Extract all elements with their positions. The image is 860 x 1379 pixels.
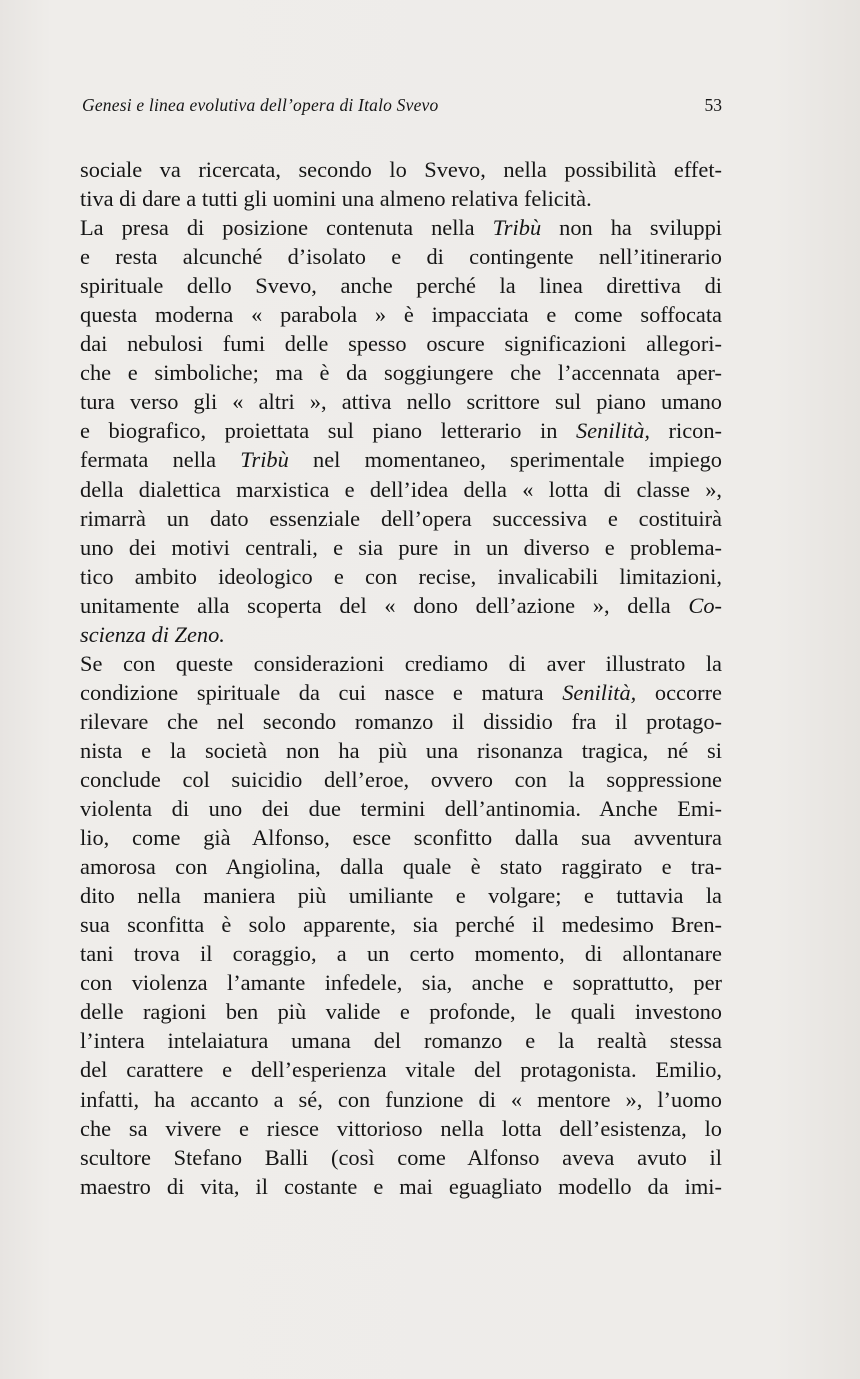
text-line: tiva di dare a tutti gli uomini una almeno relativa felicità. — [80, 186, 592, 212]
text-line: sociale va ricercata, secondo lo Svevo, nella possibilità effet- — [80, 157, 722, 182]
text-line: con violenza l’amante infedele, sia, anche e soprattutto, per — [80, 970, 722, 996]
text-line: e resta alcunché d’isolato e di contingente nell’itinerario — [80, 244, 722, 270]
italic-title: Tribù — [240, 447, 289, 473]
text-line: nista e la società non ha più una risonanza tragica, né si — [80, 737, 722, 763]
text-line: tura verso gli « altri », attiva nello scrittore sul piano umano — [80, 389, 722, 415]
text-line: tico ambito ideologico e con recise, invalicabili limitazioni, — [80, 563, 722, 589]
text-line: rimarrà un dato essenziale dell’opera successiva e costituirà — [80, 505, 722, 531]
text-line: violenta di uno dei due termini dell’antinomia. Anche Emi- — [80, 796, 722, 822]
text-line: La presa di posizione contenuta nella Tribù non ha sviluppi — [80, 215, 722, 241]
text-line: unitamente alla scoperta del « dono dell’azione », della Co- — [80, 592, 722, 618]
text-line: Se con queste considerazioni crediamo di aver illustrato la — [80, 650, 722, 676]
page-number: 53 — [704, 95, 722, 115]
italic-title: scienza di Zeno. — [80, 621, 225, 647]
text-line: che e simboliche; ma è da soggiungere che l’accennata aper- — [80, 360, 722, 386]
text-line: scultore Stefano Balli (così come Alfonso aveva avuto il — [80, 1144, 722, 1170]
text-line: della dialettica marxistica e dell’idea della « lotta di classe », — [80, 476, 722, 502]
text-line: questa moderna « parabola » è impacciata e come soffocata — [80, 302, 722, 328]
running-title: Genesi e linea evolutiva dell’opera di Italo Svevo — [82, 95, 439, 115]
text-line: dai nebulosi fumi delle spesso oscure significazioni allegori- — [80, 331, 722, 357]
running-head — [82, 95, 722, 123]
italic-title: Senilità, — [575, 418, 650, 444]
text-line: fermata nella Tribù nel momentaneo, sperimentale impiego — [80, 447, 722, 473]
text-line: e biografico, proiettata sul piano letterario in Senilità, ricon- — [80, 418, 722, 444]
text-line: infatti, ha accanto a sé, con funzione di « mentore », l’uomo — [80, 1086, 722, 1112]
text-line: sua sconfitta è solo apparente, sia perché il medesimo Bren- — [80, 912, 722, 938]
text-line: conclude col suicidio dell’eroe, ovvero con la soppressione — [80, 766, 722, 792]
text-line: condizione spirituale da cui nasce e matura Senilità, occorre — [80, 679, 722, 705]
text-line: che sa vivere e riesce vittorioso nella lotta dell’esistenza, lo — [80, 1115, 722, 1141]
text-line: maestro di vita, il costante e mai eguagliato modello da imi- — [80, 1173, 722, 1199]
body-text — [80, 155, 722, 1201]
text-line: spirituale dello Svevo, anche perché la linea direttiva di — [80, 273, 722, 299]
text-line: dito nella maniera più umiliante e volgare; e tuttavia la — [80, 883, 722, 909]
italic-title: Tribù — [492, 215, 542, 241]
text-line: l’intera intelaiatura umana del romanzo e la realtà stessa — [80, 1028, 722, 1054]
text-line: uno dei motivi centrali, e sia pure in un diverso e problema- — [80, 534, 722, 560]
text-line — [80, 620, 722, 649]
text-line: amorosa con Angiolina, dalla quale è stato raggirato e tra- — [80, 854, 722, 880]
text-line: tani trova il coraggio, a un certo momento, di allontanare — [80, 941, 722, 967]
text-line: delle ragioni ben più valide e profonde, le quali investono — [80, 999, 722, 1025]
text-line: lio, come già Alfonso, esce sconfitto dalla sua avventura — [80, 825, 722, 851]
text-line: rilevare che nel secondo romanzo il dissidio fra il protago- — [80, 708, 722, 734]
italic-title: Co- — [688, 592, 722, 618]
italic-title: Senilità, — [562, 679, 637, 705]
text-line: del carattere e dell’esperienza vitale del protagonista. Emilio, — [80, 1057, 722, 1083]
